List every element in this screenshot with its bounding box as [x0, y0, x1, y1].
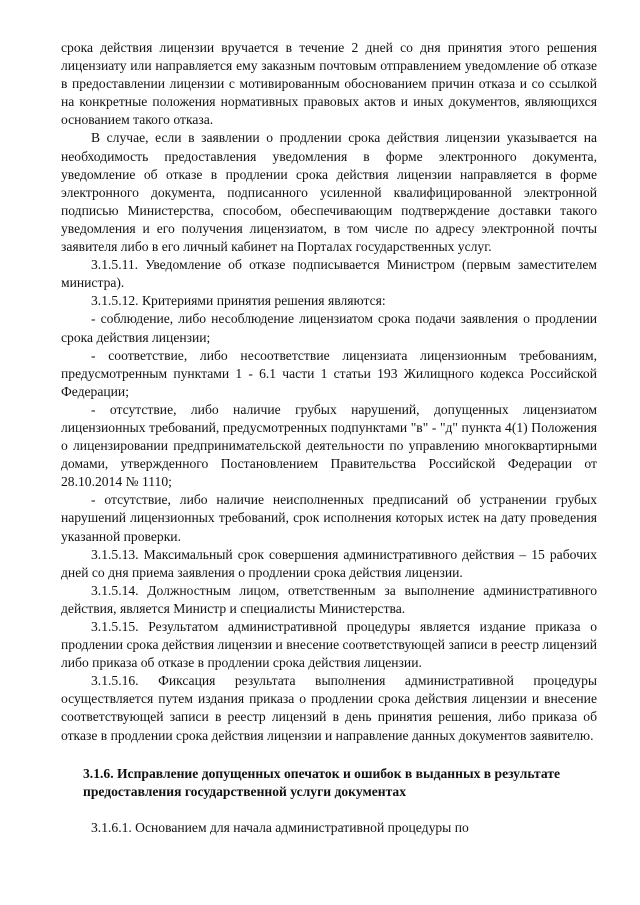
paragraph-continuation: срока действия лицензии вручается в течение 2 дней со дня принятия этого решения лицензиату или направляется ему заказным почтовым отправлением уведомление об отказе в предоставлении лицензии с мотивированным обоснованием причин отказа и со ссылкой на конкретные положения нормативных правовых актов и иных документов, являющихся основанием такого отказа. [61, 40, 597, 128]
paragraph-3-1-5-13: 3.1.5.13. Максимальный срок совершения административного действия – 15 рабочих дней со дня приема заявления о продлении срока действия лицензии. [61, 546, 597, 580]
criteria-item-3: - отсутствие, либо наличие грубых нарушений, допущенных лицензиатом лицензионных требований, предусмотренных подпунктами "в" - "д" пункта 4(1) Положения о лицензировании предпринимательской деятельности по управлению многоквартирными домами, утвержденного Постановлением Правительства Российской Федерации от 28.10.2014 № 1110; [61, 401, 597, 490]
paragraph-electronic-notice: В случае, если в заявлении о продлении срока действия лицензии указывается на необходимость предоставления уведомления в форме электронного документа, уведомление об отказе в продлении срока действия лицензии направляется в форме электронного документа, подписанного усиленной квалифицированной электронной подписью Министерства, способом, обеспечивающим подтверждение доставки такого уведомления и его получения лицензиатом, в том числе по адресу электронной почты заявителя либо в его личный кабинет на Порталах государственных услуг. [61, 130, 597, 255]
section-heading: 3.1.6. Исправление допущенных опечаток и ошибок в выданных в результате предоставления государственной услуги документах [83, 765, 561, 799]
criteria-item-4: - отсутствие, либо наличие неисполненных предписаний об устранении грубых нарушений лицензионных требований, срок исполнения которых истек на дату проведения указанной проверки. [61, 492, 597, 544]
document-page [61, 39, 597, 837]
paragraph-3-1-5-11: 3.1.5.11. Уведомление об отказе подписывается Министром (первым заместителем министра). [61, 257, 597, 291]
paragraph-3-1-6-1: 3.1.6.1. Основанием для начала административной процедуры по [91, 819, 469, 835]
paragraph-3-1-5-15: 3.1.5.15. Результатом административной процедуры является издание приказа о продлении срока действия лицензии и внесение соответствующей записи в реестр лицензий либо приказа об отказе в продлении срока действия лицензии. [61, 619, 597, 671]
criteria-item-2: - соответствие, либо несоответствие лицензиата лицензионным требованиям, предусмотренным пунктами 1 - 6.1 части 1 статьи 193 Жилищного кодекса Российской Федерации; [61, 347, 597, 399]
paragraph-3-1-5-12: 3.1.5.12. Критериями принятия решения являются: [91, 293, 386, 309]
paragraph-3-1-5-14: 3.1.5.14. Должностным лицом, ответственным за выполнение административного действия, является Министр и специалисты Министерства. [61, 582, 597, 616]
paragraph-3-1-5-16: 3.1.5.16. Фиксация результата выполнения административной процедуры осуществляется путем издания приказа о продлении срока действия лицензии и внесение соответствующей записи в реестр лицензий в день принятия решения, либо приказа об отказе в продлении срока действия лицензии и направление данных документов заявителю. [61, 673, 597, 743]
criteria-item-1: - соблюдение, либо несоблюдение лицензиатом срока подачи заявления о продлении срока действия лицензии; [61, 311, 597, 345]
